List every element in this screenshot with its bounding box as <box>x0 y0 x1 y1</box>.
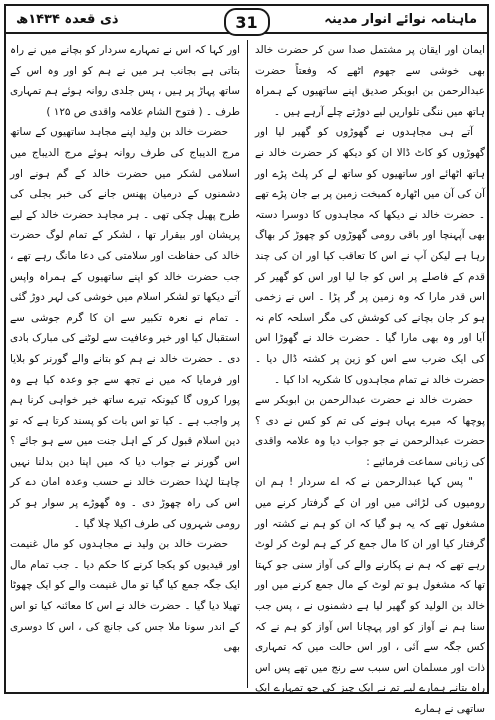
page-number: 31 <box>235 12 258 32</box>
column-right <box>255 40 485 715</box>
column-left <box>10 40 240 688</box>
paragraph: اور کہا کہ اس نے تمہارے سردار کو بچانے میں نے راہ بتاتی ہے بجانب ہر میں نے ہم کو اور وہ اس کے ساتھ پہاڑ پر ہیں ، پس جلدی روانہ ہوئے ہم تمہاری طرف ۔ ( فتوح الشام علامہ واقدی ص ۱۲۵ ) <box>10 44 240 118</box>
paragraph: آتے ہی مجاہدوں نے گھوڑوں کو گھیر لیا اور گھوڑوں کو کاٹ ڈالا ان کو دیکھ کر حضرت خالد نے ہاتھ اٹھائے اور ساتھیوں کو ساتھ لے کر پلٹ پڑے اور آن کی آن میں اٹھارہ کمبخت زمین پر بے جان پڑے تھے ۔ حضرت خالد نے دیکھا کہ مجاہدوں کا دوسرا دستہ بھی آپہنچا اور باقی رومی گھوڑوں کو چھوڑ کر بھاگ رہا ہے لیکن آپ نے اس کا تعاقب کیا اور ان کی چند قدم کے فاصلے پر اس کو جا لیا اور اس کو گھیر کر اس قدر مارا کہ وہ زمین پر گر پڑا ۔ اس نے زخمی ہو کر جان بچانے کی کوشش کی مگر اسلحہ کام نہ آیا اور وہ بھی مارا گیا ۔ حضرت خالد نے گھوڑا اس کی ایک ضرب سے اس کو زین پر کشتہ ڈال دیا ۔ حضرت خالد نے تمام مجاہدوں کا شکریہ ادا کیا ۔ <box>255 126 485 386</box>
page-number-badge <box>224 8 270 36</box>
page-header <box>6 6 487 34</box>
paragraph: حضرت خالد بن ولید نے مجاہدوں کو مال غنیمت اور قیدیوں کو یکجا کرنے کا حکم دیا ۔ جب تمام مال ایک جگہ جمع کیا گیا تو مال غنیمت والے کو ایک چھوٹا تھیلا دیا گیا ۔ حضرت خالد نے اس کا معائنہ کیا تو اس کے اندر سونا ملا جس کی جانچ کی ، اس کا دوسری بھی <box>10 538 240 654</box>
paragraph: حضرت خالد بن ولید اپنے مجاہد ساتھیوں کے ساتھ مرج الدیباج کی طرف روانہ ہوئے مرج الدیباج میں اسلامی لشکر میں حضرت خالد کے گم ہونے اور دشمنوں کے درمیان پھنس جانے کی خبر بجلی کی طرح پھیل چکی تھی ۔ ہر مجاہد حضرت خالد کے لیے پریشان اور بیقرار تھا ، لشکر کے تمام لوگ حضرت خالد کی حفاظت اور سلامتی کی دعا مانگ رہے تھے ، جب حضرت خالد کو اپنے ساتھیوں کے ہمراہ واپس آتے دیکھا تو لشکر اسلام میں خوشی کی لہر دوڑ گئی ۔ تمام نے نعرہ تکبیر سے ان کا گرم جوشی سے استقبال کیا اور خیر وعافیت سے لوٹنے کی مبارک بادی دی ۔ حضرت خالد نے ہم کو بتانے والے گورنر کو بلایا اور فرمایا کہ میں نے تجھ سے جو وعدہ کیا ہے وہ پورا کروں گا کیونکہ تیرے ساتھ خیر خواہی کرنا ہم پر واجب ہے ۔ کیا تو اس بات کو پسند کرتا ہے کہ تو دین اسلام قبول کر کے اہل جنت میں سے ہو جائے ؟ اس گورنر نے جواب دیا کہ میں اپنا دین بدلنا نہیں چاہتا لہٰذا حضرت خالد نے حسب وعدہ امان دے کر اس کی راہ چھوڑ دی ۔ وہ گھوڑے پر سوار ہو کر رومی شہروں کی طرف اکیلا چلا گیا ۔ <box>10 126 240 530</box>
paragraph: حضرت خالد نے حضرت عبدالرحمن بن ابوبکر سے پوچھا کہ میرے یہاں ہونے کی تم کو کس نے دی ؟ حضرت عبدالرحمن نے جو جواب دیا وہ علامہ واقدی کی زبانی سماعت فرمائیے : <box>255 394 485 468</box>
paragraph: " پس کہا عبدالرحمن نے کہ اے سردار ! ہم ان رومیوں کی لڑائی میں اور ان کے گرفتار کرنے میں مشغول تھے کہ یہ ہو گیا کہ ان کو ہم نے کشتہ اور گرفتار کیا اور ان کا مال جمع کر کے ہم لوٹ کر لوٹ رہے تھے کہ ہم نے پکارنے والے کی آواز سنی جو کہتا تھا کہ مشغول ہو تم لوٹ کے مال جمع کرنے میں اور خالد بن الولید کو گھیر لیا ہے دشمنوں نے ، پس جب سنا ہم نے آواز کو اور پہچانا اس آواز کو ہم نے کہ کس جگہ سے آئی ، اور اس حالت میں کہ تمہاری ذات اور مسلمان اس سبب سے رنج میں تھے پس اس راہ بتانے ہمارے لیے تم نے ایک چیز کی جو تمہارے ایک ساتھی نے ہمارے <box>255 476 485 715</box>
magazine-title: ماہنامہ نوائے انوار مدینہ <box>324 11 477 27</box>
column-divider <box>247 40 248 688</box>
header-date: ذی قعدہ ۱۴۳۴ھ <box>16 11 119 27</box>
text-columns <box>10 40 485 715</box>
paragraph: ایمان اور ایقان پر مشتمل صدا سن کر حضرت خالد بھی خوشی سے جھوم اٹھے کہ وفعتاً حضرت عبدالرحمن بن ابوبکر صدیق اپنے ساتھیوں کے ہمراہ ہاتھ میں ننگی تلواریں لیے دوڑتے چلے آرہے ہیں ۔ <box>255 44 485 118</box>
